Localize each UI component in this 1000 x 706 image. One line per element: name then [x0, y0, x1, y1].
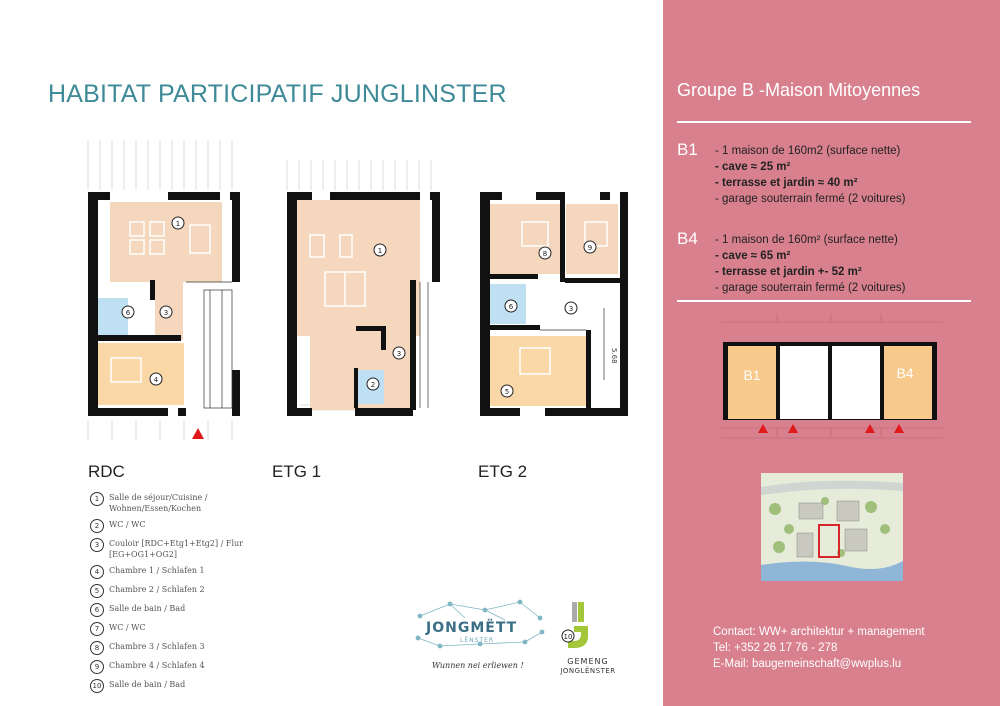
- svg-text:5: 5: [504, 388, 510, 396]
- gemeng-line1: GEMENG: [567, 657, 609, 666]
- legend-text: Chambre 3 / Schlafen 3: [109, 642, 205, 651]
- gemeng-line2: JONGLËNSTER: [560, 667, 616, 675]
- svg-text:3: 3: [396, 350, 402, 358]
- legend-text: Salle de bain / Bad: [109, 680, 186, 689]
- legend-number: 10: [90, 679, 104, 693]
- plan-dimension: 5.68: [610, 348, 618, 364]
- unit-line: - garage souterrain fermé (2 voitures): [715, 193, 906, 205]
- unit-line: - terrasse et jardin +- 52 m²: [715, 266, 862, 278]
- legend-item: [90, 538, 290, 560]
- legend-item: [90, 492, 290, 514]
- legend-number: 2: [90, 519, 104, 533]
- svg-text:8: 8: [542, 250, 548, 258]
- unit-line: - 1 maison de 160m² (surface nette): [715, 234, 898, 246]
- floor-label-etg1: ETG 1: [272, 462, 322, 481]
- svg-text:6: 6: [508, 303, 514, 311]
- panel-title: Groupe B -Maison Mitoyennes: [677, 80, 921, 100]
- site-label-b4: B4: [896, 365, 914, 381]
- jongmett-tagline: Wunnen nei erliewen !: [432, 661, 524, 670]
- legend-text: WC / WC: [109, 623, 146, 632]
- legend-item: [90, 519, 290, 533]
- unit-line: - 1 maison de 160m2 (surface nette): [715, 145, 901, 157]
- unit-line: - cave ≈ 25 m²: [715, 161, 791, 173]
- legend-text: Chambre 1 / Schlafen 1: [109, 566, 205, 575]
- plan-rdc: [88, 140, 240, 440]
- svg-text:1: 1: [175, 220, 181, 228]
- gemeng-badge: 10: [563, 633, 573, 641]
- unit-code-b4: B4: [677, 229, 698, 248]
- legend-text: Chambre 4 / Schlafen 4: [109, 661, 205, 670]
- floor-label-rdc: RDC: [88, 462, 125, 481]
- svg-text:3: 3: [568, 305, 574, 313]
- unit-code-b1: B1: [677, 140, 698, 159]
- site-plan: [721, 308, 943, 448]
- legend-text: Couloir [RDC+Etg1+Etg2] / Flur [EG+OG1+OG2]: [109, 539, 243, 559]
- svg-text:3: 3: [163, 309, 169, 317]
- unit-details-b1: [715, 143, 905, 207]
- unit-line: - garage souterrain fermé (2 voitures): [715, 282, 906, 294]
- legend-text: Salle de bain / Bad: [109, 604, 186, 613]
- room-legend: [90, 492, 290, 698]
- legend-item: [90, 660, 290, 674]
- site-label-b1: B1: [743, 367, 761, 383]
- info-panel: [663, 0, 1000, 706]
- aerial-map: [761, 473, 903, 581]
- legend-number: 4: [90, 565, 104, 579]
- svg-text:9: 9: [587, 244, 593, 252]
- plan-etg2: [480, 192, 628, 416]
- unit-line: - terrasse et jardin ≈ 40 m²: [715, 177, 858, 189]
- svg-text:2: 2: [370, 381, 376, 389]
- contact-block: [713, 624, 925, 672]
- unit-details-b4: [715, 232, 905, 296]
- legend-number: 6: [90, 603, 104, 617]
- unit-line: - cave ≈ 65 m²: [715, 250, 791, 262]
- page-title: HABITAT PARTICIPATIF JUNGLINSTER: [48, 80, 507, 108]
- legend-item: [90, 641, 290, 655]
- jongmett-subtitle: LËNSTER: [460, 637, 495, 644]
- plan-etg1: [287, 160, 440, 416]
- divider: [677, 121, 971, 123]
- contact-phone: Tel: +352 26 17 76 - 278: [713, 642, 838, 654]
- legend-number: 3: [90, 538, 104, 552]
- contact-email: E-Mail: baugemeinschaft@wwplus.lu: [713, 658, 902, 670]
- jongmett-logo: [410, 598, 550, 678]
- jongmett-wordmark: JONGMËTT: [426, 620, 518, 636]
- legend-item: [90, 679, 290, 693]
- legend-number: 5: [90, 584, 104, 598]
- legend-text: WC / WC: [109, 520, 146, 529]
- svg-text:1: 1: [377, 247, 383, 255]
- legend-number: 7: [90, 622, 104, 636]
- legend-item: [90, 565, 290, 579]
- floor-plans: [0, 130, 660, 440]
- contact-line: Contact: WW+ architektur + management: [713, 626, 925, 638]
- svg-text:6: 6: [125, 309, 131, 317]
- legend-item: [90, 603, 290, 617]
- legend-number: 1: [90, 492, 104, 506]
- gemeng-logo: [548, 596, 628, 680]
- floor-label-etg2: ETG 2: [478, 462, 528, 481]
- divider: [677, 300, 971, 302]
- legend-number: 8: [90, 641, 104, 655]
- legend-text: Chambre 2 / Schlafen 2: [109, 585, 205, 594]
- svg-text:4: 4: [153, 376, 159, 384]
- legend-item: [90, 622, 290, 636]
- legend-text: Salle de séjour/Cuisine / Wohnen/Essen/Kochen: [109, 493, 208, 513]
- legend-number: 9: [90, 660, 104, 674]
- legend-item: [90, 584, 290, 598]
